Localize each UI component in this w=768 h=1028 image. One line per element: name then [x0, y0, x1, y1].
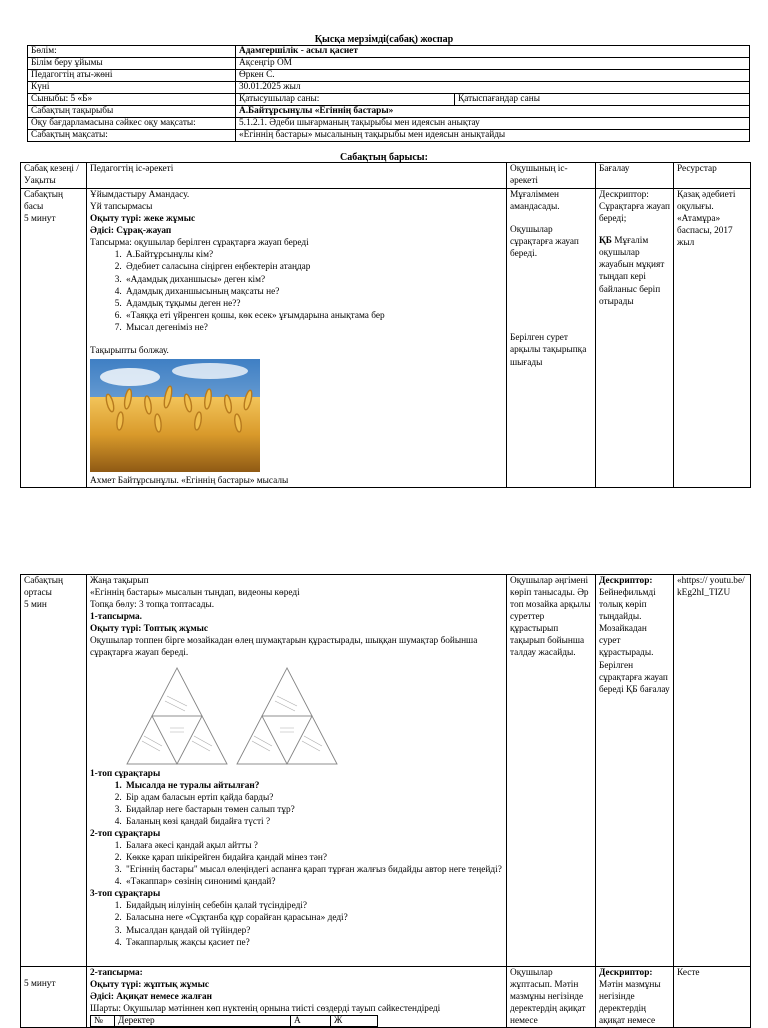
list-item: 1. Мысалда не туралы айтылған?	[124, 780, 503, 792]
start-student-cell	[507, 189, 596, 488]
start-teacher-cell	[87, 189, 507, 488]
middle-assess-head: Дескриптор:	[599, 576, 653, 586]
col-stage: Сабақ кезеңі / Уақыты	[21, 163, 87, 189]
group3-questions	[90, 900, 503, 948]
col-assess: Бағалау	[596, 163, 674, 189]
task2-time: 5 минут	[24, 979, 56, 989]
start-resource-cell: Қазақ әдебиеті оқулығы. «Атамұра» баспасы, 2017 жыл	[674, 189, 751, 488]
middle-assess-cell	[596, 575, 674, 967]
present-label: Қатысушылар саны:	[236, 94, 455, 106]
task2-line-4: Шарты: Оқушылар мәтіннен көп нүктенің орнына тиісті сөздерді тауып сәйкестендіреді	[90, 1004, 441, 1015]
assess-kb: ҚБ	[599, 236, 612, 247]
list-item: 3. Бидайлар неге бастарын төмен салып тұр?	[124, 804, 503, 816]
task2-line-3: Әдісі: Ақиқат немесе жалған	[90, 992, 213, 1003]
lesson-flow-table-2	[20, 574, 751, 1028]
col-teacher: Педагогтің іс-әрекеті	[87, 163, 507, 189]
teacher-label: Педагогтің аты-жөні	[28, 70, 236, 82]
list-item: 4. Адамдық диханшысының мақсаты не?	[124, 286, 503, 298]
stage-middle-time: 5 мин	[24, 600, 47, 611]
tf-col-no: №	[91, 1016, 115, 1027]
stage-start	[21, 189, 87, 488]
stage-middle	[21, 575, 87, 967]
video-link-cell[interactable]: «https:// youtu.be/ kEg2hI_TIZU	[674, 575, 751, 967]
org-value: Ақсеңгір ОМ	[236, 58, 750, 70]
task2-assess-head: Дескриптор:	[599, 968, 653, 978]
middle-line-6: Оқушылар топпен бірге мозайкадан өлең шумақтарын құрастырады, шыққан шумақтар бойынша сұрақтарға жауап береді.	[90, 636, 478, 659]
list-item: 2. Әдебиет саласына сіңірген еңбектерін атаңдар	[124, 261, 503, 273]
start-assess-a: Дескриптор: Сұрақтарға жауап береді;	[599, 190, 670, 225]
tf-col-facts: Деректер	[115, 1016, 291, 1027]
teacher-value: Өркен С.	[236, 70, 750, 82]
task2-assess-text: Мәтін мазмұны негізінде деректердің ақиқат немесе	[599, 980, 661, 1027]
middle-line-1: Жаңа тақырып	[90, 576, 149, 586]
col-student: Оқушының іс-әрекеті	[507, 163, 596, 189]
org-label: Білім беру ұйымы	[28, 58, 236, 70]
task2-time-cell	[21, 967, 87, 1028]
list-item: 3. "Егіннің бастары" мысал өлеңіндегі аспанға қарап тұрған жалғыз бидайды автор неге теңейді?	[124, 864, 503, 876]
list-item: 4. Тәкаппарлық жақсы қасиет пе?	[124, 937, 503, 949]
section-label: Бөлім:	[28, 46, 236, 58]
lesson-info-table	[27, 45, 750, 142]
goal-label: Оқу бағдарламасына сәйкес оқу мақсаты:	[28, 118, 236, 130]
group2-title: 2-топ сұрақтары	[90, 828, 161, 839]
list-item: 2. Бір адам баласын ертіп қайда барды?	[124, 792, 503, 804]
start-assess-cell	[596, 189, 674, 488]
list-item: 3. Мысалдан қандай ой түйіндер?	[124, 925, 503, 937]
group1-title: 1-топ сұрақтары	[90, 768, 161, 779]
start-assess-b: Мұғалім оқушылар жауабын мұқият тыңдап кері байланыс беріп отырады	[599, 236, 665, 307]
middle-student-cell: Оқушылар әңгімені көріп танысады. Әр топ мозайка арқылы суреттер құрастырып тақырып бойынша талдау жасайды.	[507, 575, 596, 967]
middle-line-5: Оқыту түрі: Топтық жұмыс	[90, 624, 209, 635]
aim-value: «Егіннің бастары» мысалының тақырыбы мен идеясын анықтайды	[236, 130, 750, 142]
tf-col-zh: Ж	[331, 1016, 378, 1027]
list-item: 2. Көкке қарап шікірейген бидайға қандай мінез тән?	[124, 852, 503, 864]
stage-start-time: 5 минут	[24, 214, 56, 225]
group1-questions	[90, 780, 503, 828]
topic-label: Сабақтың тақырыбы	[28, 106, 236, 118]
start-student-c: Берілген сурет арқылы тақырыпқа шығады	[510, 333, 587, 368]
section-value: Адамгершілік - асыл қасиет	[236, 46, 750, 58]
start-guess: Тақырыпты болжау.	[90, 345, 169, 356]
topic-value: А.Байтұрсынұлы «Егіннің бастары»	[236, 106, 750, 118]
start-questions	[90, 249, 503, 334]
tf-col-a: А	[291, 1016, 331, 1027]
task2-student-cell: Оқушылар жұптасып. Мәтін мазмұны негізінде деректердің ақиқат немесе	[507, 967, 596, 1028]
middle-line-3: Топқа бөлу: 3 топқа топтасады.	[90, 600, 215, 611]
task2-line-2: Оқыту түрі: жұптық жұмыс	[90, 980, 210, 991]
start-line-4: Әдісі: Сұрақ-жауап	[90, 226, 172, 237]
group3-title: 3-топ сұрақтары	[90, 889, 161, 900]
mosaic-triangles-image	[122, 666, 342, 766]
task2-line-1: 2-тапсырма:	[90, 968, 143, 978]
image-caption: Ахмет Байтұрсынұлы. «Егіннің бастары» мысалы	[90, 476, 289, 487]
list-item: 1. Балаға әкесі қандай ақыл айтты ?	[124, 840, 503, 852]
start-line-1: Ұйымдастыру Амандасу.	[90, 190, 190, 200]
start-line-5: Тапсырма: оқушылар берілген сұрақтарға жауап береді	[90, 238, 309, 249]
task2-teacher-cell	[87, 967, 507, 1028]
aim-label: Сабақтың мақсаты:	[28, 130, 236, 142]
list-item: 3. «Адамдық диханшысы» деген кім?	[124, 274, 503, 286]
middle-teacher-cell	[87, 575, 507, 967]
lesson-flow-title: Сабақтың барысы:	[340, 152, 428, 163]
wheat-field-image	[90, 359, 260, 472]
list-item: 4. Баланың көзі қандай бидайға түсті ?	[124, 816, 503, 828]
list-item: 5. Адамдық тұқымы деген не??	[124, 298, 503, 310]
true-false-table	[90, 1015, 378, 1027]
start-student-a: Мұғаліммен амандасады.	[510, 190, 560, 213]
start-line-2: Үй тапсырмасы	[90, 202, 153, 213]
list-item: 7. Мысал дегеніміз не?	[124, 322, 503, 334]
stage-start-label: Сабақтың басы	[24, 190, 63, 213]
list-item: 6. «Таяққа еті үйренген қошы, көк есек» ұғымдарына анықтама бер	[124, 310, 503, 322]
list-item: 1. Бидайдың иілуінің себебін қалай түсіндіреді?	[124, 900, 503, 912]
class-label: Сыныбы: 5 «Б»	[28, 94, 236, 106]
lesson-flow-table	[20, 162, 751, 488]
start-student-b: Оқушылар сұрақтарға жауап береді.	[510, 225, 579, 260]
task2-resource-cell: Кесте	[674, 967, 751, 1028]
group2-questions	[90, 840, 503, 888]
page-title: Қысқа мерзімді(сабақ) жоспар	[314, 34, 454, 45]
middle-line-4: 1-тапсырма.	[90, 612, 142, 623]
start-line-3: Оқыту түрі: жеке жұмыс	[90, 214, 196, 225]
stage-middle-label: Сабақтың ортасы	[24, 576, 63, 599]
middle-assess-text: Бейнефильмді толық көріп тыңдайды. Мозайкадан сурет құрастырады. Берілген сұрақтарға жауап береді ҚБ бағалау	[599, 588, 670, 695]
task2-assess-cell	[596, 967, 674, 1028]
list-item: 2. Баласына неге «Сұқтанба құр сорайған қарасына» деді?	[124, 912, 503, 924]
date-label: Күні	[28, 82, 236, 94]
date-value: 30.01.2025 жыл	[236, 82, 750, 94]
list-item: 1. А.Байтұрсынұлы кім?	[124, 249, 503, 261]
absent-label: Қатыспағандар саны	[455, 94, 750, 106]
middle-line-2: «Егіннің бастары» мысалын тыңдап, видеоны көреді	[90, 588, 300, 599]
goal-value: 5.1.2.1. Әдеби шығарманың тақырыбы мен идеясын анықтау	[236, 118, 750, 130]
list-item: 4. «Тәкаппар» сөзінің синонимі қандай?	[124, 876, 503, 888]
col-resource: Ресурстар	[674, 163, 751, 189]
